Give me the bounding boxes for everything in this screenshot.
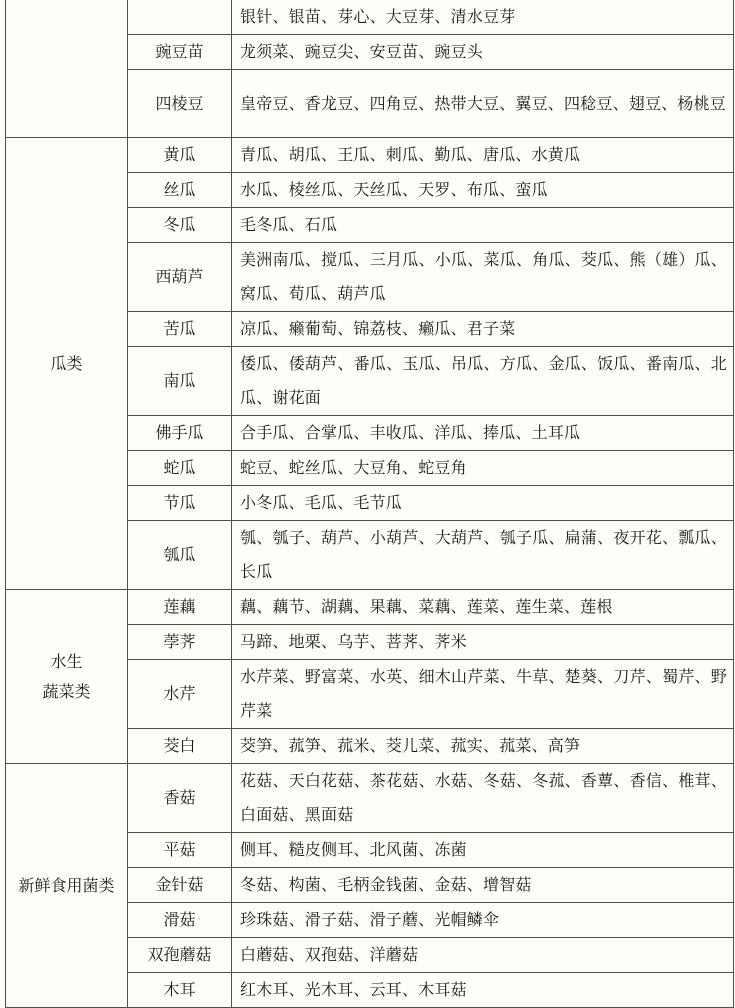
- alias-list-cell: 水瓜、棱丝瓜、天丝瓜、天罗、布瓜、蛮瓜: [232, 173, 734, 208]
- vegetable-name-cell: 香菇: [128, 764, 232, 833]
- alias-list-cell: 水芹菜、野富菜、水英、细木山芹菜、牛草、楚葵、刀芹、蜀芹、野芹菜: [232, 660, 734, 729]
- alias-list-cell: 倭瓜、倭葫芦、番瓜、玉瓜、吊瓜、方瓜、金瓜、饭瓜、番南瓜、北瓜、谢花面: [232, 347, 734, 416]
- vegetable-name-cell: 黄瓜: [128, 138, 232, 173]
- vegetable-name-cell: 莲藕: [128, 590, 232, 625]
- alias-list-cell: 茭笋、菰笋、菰米、茭儿菜、菰实、菰菜、高笋: [232, 729, 734, 764]
- alias-list-cell: 瓠、瓠子、葫芦、小葫芦、大葫芦、瓠子瓜、扁蒲、夜开花、瓢瓜、长瓜: [232, 521, 734, 590]
- alias-list-cell: 合手瓜、合掌瓜、丰收瓜、洋瓜、捧瓜、土耳瓜: [232, 416, 734, 451]
- alias-list-cell: 白蘑菇、双孢菇、洋蘑菇: [232, 938, 734, 973]
- alias-list-cell: 珍珠菇、滑子菇、滑子蘑、光帽鳞伞: [232, 903, 734, 938]
- category-cell: 新鲜食用菌类: [6, 764, 128, 1008]
- alias-list-cell: 毛冬瓜、石瓜: [232, 208, 734, 243]
- vegetable-name-cell: 双孢蘑菇: [128, 938, 232, 973]
- alias-list-cell: 小冬瓜、毛瓜、毛节瓜: [232, 486, 734, 521]
- vegetable-name-cell: 苦瓜: [128, 312, 232, 347]
- vegetable-name-cell: 豌豆苗: [128, 35, 232, 70]
- category-cell: 水生 蔬菜类: [6, 590, 128, 764]
- alias-list-cell: 红木耳、光木耳、云耳、木耳菇: [232, 973, 734, 1008]
- vegetable-name-cell: 木耳: [128, 973, 232, 1008]
- category-cell: [6, 0, 128, 138]
- vegetable-name-cell: 节瓜: [128, 486, 232, 521]
- vegetable-name-cell: 金针菇: [128, 868, 232, 903]
- vegetable-alias-table: [5, 0, 734, 1008]
- vegetable-name-cell: 四棱豆: [128, 70, 232, 138]
- vegetable-name-cell: 水芹: [128, 660, 232, 729]
- alias-list-cell: 藕、藕节、湖藕、果藕、菜藕、莲菜、莲生菜、莲根: [232, 590, 734, 625]
- vegetable-name-cell: 瓠瓜: [128, 521, 232, 590]
- vegetable-name-cell: 西葫芦: [128, 243, 232, 312]
- vegetable-name-cell: 南瓜: [128, 347, 232, 416]
- alias-list-cell: 青瓜、胡瓜、王瓜、刺瓜、勤瓜、唐瓜、水黄瓜: [232, 138, 734, 173]
- vegetable-name-cell: 冬瓜: [128, 208, 232, 243]
- vegetable-name-cell: 滑菇: [128, 903, 232, 938]
- vegetable-name-cell: 蛇瓜: [128, 451, 232, 486]
- vegetable-name-cell: 佛手瓜: [128, 416, 232, 451]
- alias-list-cell: 凉瓜、癞葡萄、锦荔枝、癞瓜、君子菜: [232, 312, 734, 347]
- table-row: [6, 138, 734, 173]
- alias-list-cell: 花菇、天白花菇、茶花菇、水菇、冬菇、冬菰、香蕈、香信、椎茸、白面菇、黑面菇: [232, 764, 734, 833]
- vegetable-name-cell: 荸荠: [128, 625, 232, 660]
- alias-list-cell: 银针、银苗、芽心、大豆芽、清水豆芽: [232, 0, 734, 35]
- alias-list-cell: 马蹄、地栗、乌芋、菩荠、荠米: [232, 625, 734, 660]
- table-row: [6, 0, 734, 35]
- table-row: [6, 590, 734, 625]
- table-body: [6, 0, 734, 1008]
- vegetable-name-cell: [128, 0, 232, 35]
- alias-list-cell: 侧耳、糙皮侧耳、北风菌、冻菌: [232, 833, 734, 868]
- vegetable-name-cell: 丝瓜: [128, 173, 232, 208]
- vegetable-name-cell: 茭白: [128, 729, 232, 764]
- alias-list-cell: 冬菇、构菌、毛柄金钱菌、金菇、增智菇: [232, 868, 734, 903]
- alias-list-cell: 美洲南瓜、搅瓜、三月瓜、小瓜、菜瓜、角瓜、茭瓜、熊（雄）瓜、窝瓜、荀瓜、葫芦瓜: [232, 243, 734, 312]
- vegetable-name-cell: 平菇: [128, 833, 232, 868]
- table-row: [6, 764, 734, 833]
- category-cell: 瓜类: [6, 138, 128, 590]
- alias-list-cell: 皇帝豆、香龙豆、四角豆、热带大豆、翼豆、四稔豆、翅豆、杨桃豆: [232, 70, 734, 138]
- alias-list-cell: 龙须菜、豌豆尖、安豆苗、豌豆头: [232, 35, 734, 70]
- alias-list-cell: 蛇豆、蛇丝瓜、大豆角、蛇豆角: [232, 451, 734, 486]
